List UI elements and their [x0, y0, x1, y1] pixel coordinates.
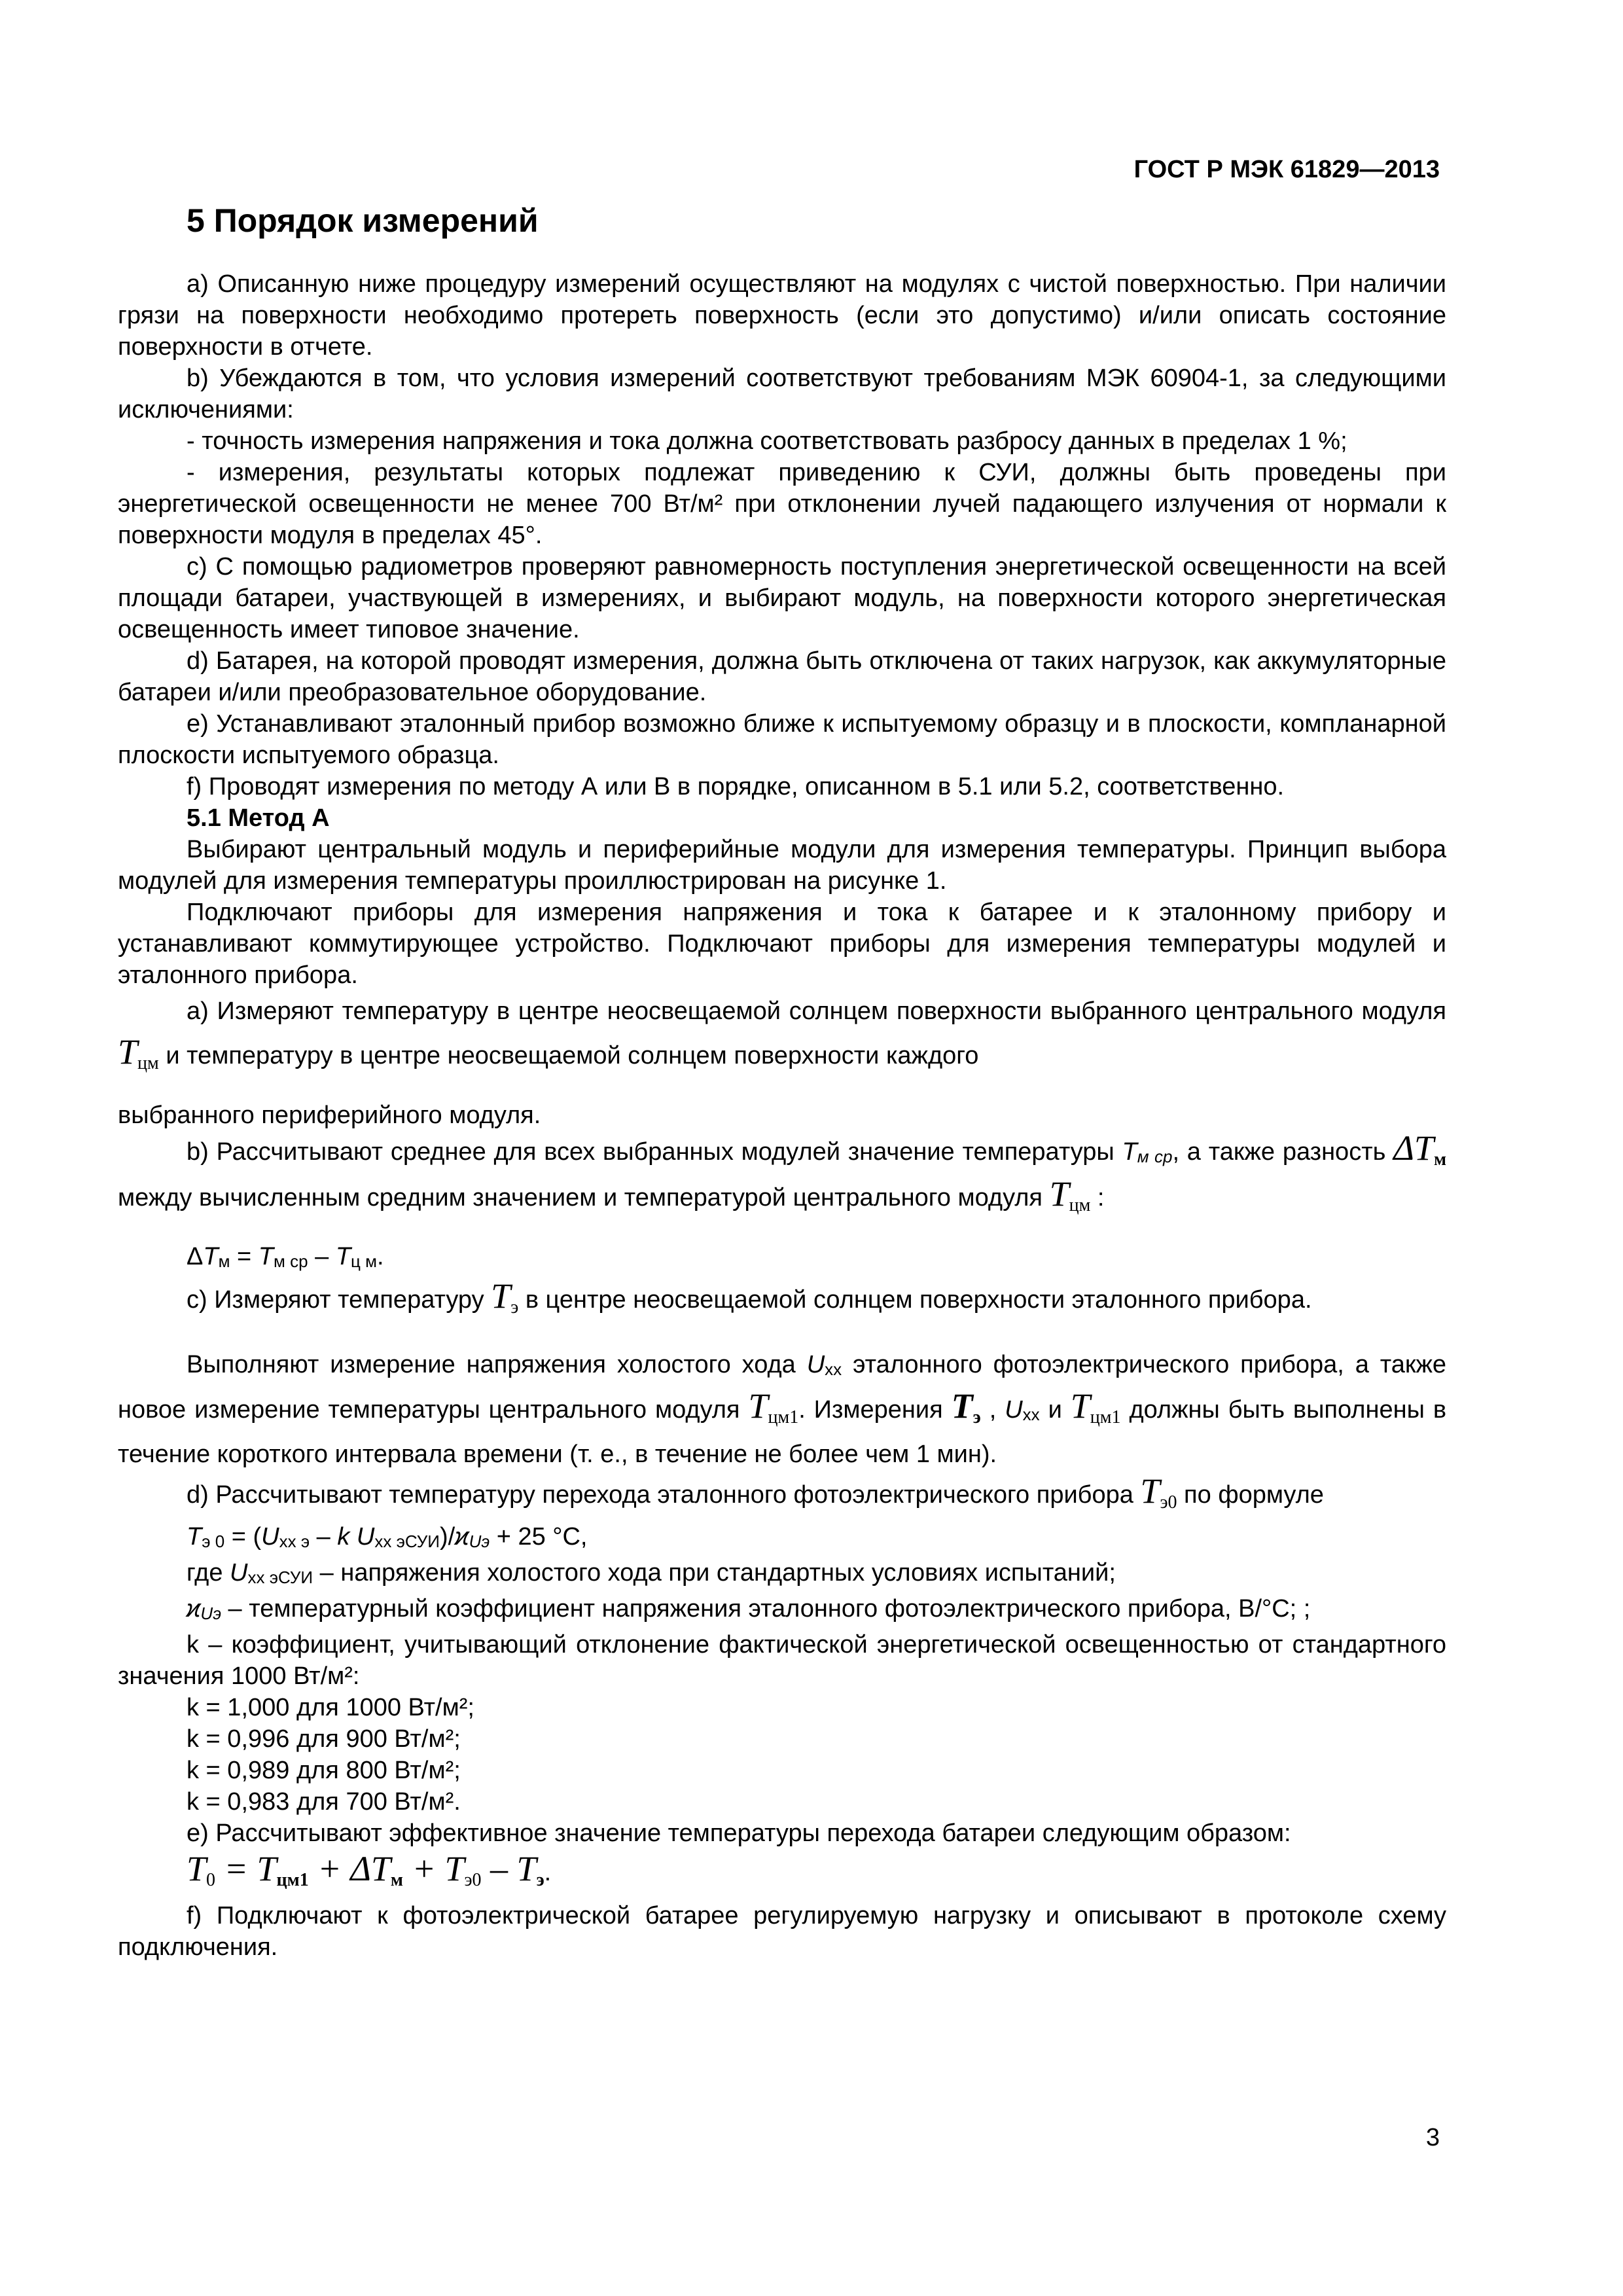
measure-text-1: Выполняют измерение напряжения холостого хода [187, 1351, 796, 1378]
step-b-text-2: , а также [1172, 1138, 1275, 1166]
t-e-symbol: Tэ [951, 1386, 981, 1427]
paragraph-b-item2: - измерения, результаты которых подлежат приведению к СУИ, должны быть проведены при энергетической освещенности не менее 700 Вт/м² при отклонении лучей падающего излучения от нормали к поверхности модуля в пределах 45°. [118, 459, 1446, 549]
method-step-d [118, 1473, 1446, 1521]
paragraph-a: а) Описанную ниже процедуру измерений осуществляют на модулях с чистой поверхностью. При наличии грязи на поверхности необходимо протереть поверхность (если это допустимо) и/или описать состояние поверхности в отчете. [118, 270, 1446, 361]
k-value-4: k = 0,983 для 700 Вт/м². [187, 1788, 461, 1816]
t-cm-symbol: Tцм [1049, 1174, 1091, 1215]
step-e-formula: T0 = Tцм1 + ΔTм + Tэ0 – Tэ. [187, 1849, 552, 1890]
t-cm1-symbol: Tцм1 [748, 1386, 799, 1427]
measure-text-4: должны быть выполнены в течение короткого интервала времени (т. е., в течение не более чем 1 мин). [118, 1396, 1447, 1468]
measure-text-2: эталонного фотоэлектрического прибора, а также новое измерение температуры центрального модуля [118, 1351, 1447, 1424]
step-a-text-2: и температуру в центре неосвещаемой солнцем поверхности каждого [166, 1042, 979, 1069]
document-body [118, 268, 1446, 1963]
method-paragraph-2: Подключают приборы для измерения напряжения и тока к батарее и к эталонному прибору и устанавливают коммутирующее устройство. Подключают приборы для измерения температуры модулей и эталонного прибора. [118, 899, 1446, 989]
paragraph-b: b) Убеждаются в том, что условия измерений соответствуют требованиям МЭК 60904-1, за следующими исключениями: [118, 365, 1446, 423]
delta-tm-symbol: ΔTм [1393, 1128, 1447, 1170]
t-cm1-symbol: Tцм1 [1070, 1386, 1121, 1427]
t-e0-symbol: Tэ0 [1140, 1471, 1177, 1513]
paragraph-c: с) С помощью радиометров проверяют равномерность поступления энергетической освещенности на всей площади батареи, участвующей в измерениях, и выбирают модуль, на поверхности которого энергетическая освещенность имеет типовое значение. [118, 553, 1446, 643]
step-c-text-2: в центре неосвещаемой солнцем поверхности эталонного прибора. [525, 1286, 1312, 1314]
k-value-1: k = 1,000 для 1000 Вт/м²; [187, 1694, 474, 1721]
subsection-title: 5.1 Метод А [187, 804, 330, 832]
section-title: 5 Порядок измерений [187, 202, 539, 239]
step-d-text-2: по формуле [1184, 1481, 1324, 1509]
step-d-where-1: где Uхх эСУИ – напряжения холостого хода при стандартных условиях испытаний; [187, 1559, 1116, 1587]
t-e-symbol: Tэ [491, 1276, 519, 1318]
paragraph-e: е) Устанавливают эталонный прибор возможно ближе к испытуемому образцу и в плоскости, компланарной плоскости испытуемого образца. [118, 710, 1446, 769]
step-a-text-3: выбранного периферийного модуля. [118, 1102, 541, 1129]
t-cm-symbol: Tцм [118, 1032, 159, 1073]
step-b-text-1: b) Рассчитывают среднее для всех выбранных модулей значение температуры [187, 1138, 1115, 1166]
measure-paragraph: Выполняют измерение напряжения холостого хода Uxx эталонного фотоэлектрического прибора, а также новое измерение температуры центрального модуля Tцм1. Измерения Tэ , Uxx и Tцм1 должны быть выполнены в течение короткого интервала времени (т. е., в течение не более чем 1 мин). [118, 1351, 1447, 1468]
method-step-f: f) Подключают к фотоэлектрической батарее регулируемую нагрузку и описывают в протоколе схему подключения. [118, 1902, 1446, 1961]
step-b-text-4: между вычисленным средним значением и температурой центрального модуля [118, 1184, 1043, 1211]
page-number: 3 [1425, 2124, 1440, 2151]
step-a-text-1: а) Измеряют температуру в центре неосвещаемой солнцем поверхности выбранного центрального модуля [187, 997, 1446, 1025]
step-c-text-1: с) Измеряют температуру [187, 1286, 484, 1314]
measure-text-3: . Измерения [798, 1396, 943, 1424]
document-header: ГОСТ Р МЭК 61829—2013 [1133, 156, 1440, 183]
k-value-3: k = 0,989 для 800 Вт/м²; [187, 1757, 461, 1784]
paragraph-b-item1: - точность измерения напряжения и тока должна соответствовать разбросу данных в пределах 1 %; [187, 427, 1347, 455]
method-step-a [118, 991, 1446, 1084]
step-d-where-2: ϰUэ – температурный коэффициент напряжения эталонного фотоэлектрического прибора, В/°С; ; [187, 1595, 1311, 1623]
method-paragraph-1: Выбирают центральный модуль и периферийные модули для измерения температуры. Принцип выбора модулей для измерения температуры проиллюстрирован на рисунке 1. [118, 836, 1446, 895]
step-d-where-3: k – коэффициент, учитывающий отклонение фактической энергетической освещенностью от стандартного значения 1000 Вт/м²: [118, 1631, 1446, 1690]
k-value-2: k = 0,996 для 900 Вт/м²; [187, 1725, 461, 1753]
paragraph-f: f) Проводят измерения по методу А или В в порядке, описанном в 5.1 или 5.2, соответственно. [187, 773, 1285, 800]
step-d-formula: Tэ 0 = (Uxx э – k Uxx эСУИ)/ϰUэ + 25 °С, [187, 1523, 588, 1551]
step-d-text-1: d) Рассчитывают температуру перехода эталонного фотоэлектрического прибора [187, 1481, 1133, 1509]
method-step-e: е) Рассчитывают эффективное значение температуры перехода батареи следующим образом: [187, 1820, 1291, 1847]
step-b-formula: ΔTм = Tм ср – Tц м. [187, 1243, 384, 1271]
method-step-c [118, 1277, 1446, 1327]
step-b-text-3: разность [1282, 1138, 1386, 1166]
method-step-b: b) Рассчитывают среднее для всех выбранных модулей значение температуры Tм ср, а также разность ΔTм между вычисленным средним значением и температурой центрального модуля Tцм : [118, 1128, 1447, 1215]
paragraph-d: d) Батарея, на которой проводят измерения, должна быть отключена от таких нагрузок, как аккумуляторные батареи и/или преобразовательное оборудование. [118, 647, 1446, 706]
